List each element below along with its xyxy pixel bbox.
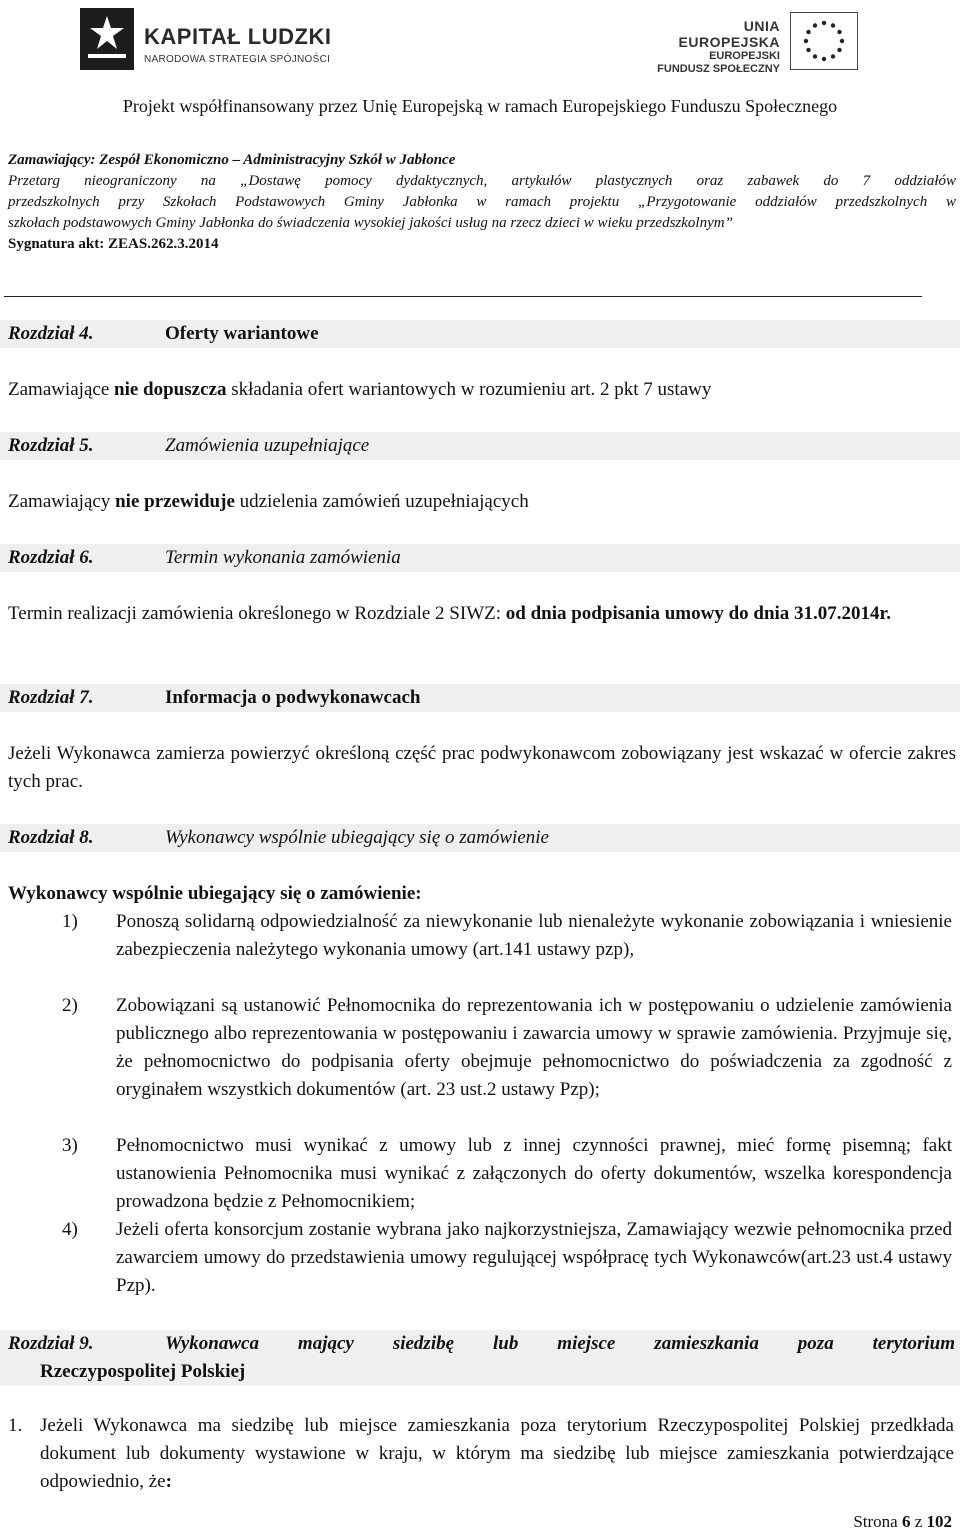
- chapter-title-line-1: Wykonawca mający siedzibę lub miejsce zamieszkania poza terytorium: [165, 1333, 955, 1354]
- chapter-number: Rozdział 5.: [8, 435, 94, 456]
- chapter-number: Rozdział 7.: [8, 687, 94, 708]
- chapter-number: Rozdział 6.: [8, 547, 94, 568]
- text-run-bold: nie przewiduje: [115, 491, 235, 512]
- list-item-number: 1.: [8, 1415, 23, 1436]
- chapter-9-heading: [0, 1330, 960, 1386]
- kapital-ludzki-logo: [80, 8, 380, 78]
- list-item-text: Pełnomocnictwo musi wynikać z umowy lub z innej czynności prawnej, mieć formę pisemną; fakt ustanowienia Pełnomocnika musi wynikać z załączonych do oferty dokumentów, wszelka korespondencja prowadzona będzie z Pełnomocnikiem;: [116, 1135, 952, 1212]
- tender-line-3: szkołach podstawowych Gminy Jabłonka do świadczenia wysokiej jakości usług na rzecz dzieci w wieku przedszkolnym”: [8, 215, 733, 231]
- chapter-number: Rozdział 8.: [8, 827, 94, 848]
- text-run: udzielenia zamówień uzupełniających: [234, 491, 529, 512]
- list-item-text: Ponoszą solidarną odpowiedzialność za niewykonanie lub nienależyte wykonanie zobowiązania i wniesienie zabezpieczenia należytego wykonania umowy (art.141 ustawy pzp),: [116, 911, 952, 960]
- list-item-number: 3): [62, 1135, 78, 1156]
- chapter-5-text: [8, 488, 956, 516]
- chapter-number: Rozdział 4.: [8, 323, 94, 344]
- chapter-7-text: Jeżeli Wykonawca zamierza powierzyć określoną część prac podwykonawcom zobowiązany jest wskazać w ofercie zakres tych prac.: [8, 743, 956, 792]
- list-item-number: 2): [62, 995, 78, 1016]
- kapital-ludzki-title: KAPITAŁ LUDZKI: [144, 24, 332, 49]
- list-item-text: Jeżeli oferta konsorcjum zostanie wybrana jako najkorzystniejsza, Zamawiający wezwie pełnomocnika przed zawarciem umowy do przedstawienia umowy regulującej współpracę tych Wykonawców(art.23 ust.4 ustawy Pzp).: [116, 1219, 952, 1296]
- text-run: Zamawiające: [8, 379, 115, 400]
- list-item-text: [40, 1412, 954, 1496]
- chapter-title: Zamówienia uzupełniające: [165, 435, 370, 456]
- chapter-8-heading: [0, 824, 960, 852]
- chapter-number: Rozdział 9.: [8, 1333, 94, 1354]
- chapter-8-lead: Wykonawcy wspólnie ubiegający się o zamówienie:: [8, 883, 422, 904]
- text-run: Zamawiający: [8, 491, 116, 512]
- eu-line-3: FUNDUSZ SPOŁECZNY: [657, 63, 780, 75]
- tender-line-2: przedszkolnych przy Szkołach Podstawowych Gminy Jabłonka w ramach projektu „Przygotowanie oddziałów przedszkolnych w: [8, 194, 956, 210]
- chapter-6-heading: [0, 544, 960, 572]
- text-run: składania ofert wariantowych w rozumieniu art. 2 pkt 7 ustawy: [226, 379, 712, 400]
- kapital-ludzki-emblem-icon: [80, 8, 134, 70]
- list-item-text: Zobowiązani są ustanowić Pełnomocnika do reprezentowania ich w postępowaniu o udzielenie zamówienia publicznego albo reprezentowania w postępowaniu i zawarcia umowy w sprawie zamówienia. Przyjmuje się, że pełnomocnictwo do podpisania oferty obejmuje pełnomocnictwo do poświadczenia za zgodność z oryginałem wszystkich dokumentów (art. 23 ust.2 ustawy Pzp);: [116, 995, 952, 1100]
- chapter-6-text: [8, 600, 956, 628]
- list-item-number: 4): [62, 1219, 78, 1240]
- chapter-title: Informacja o podwykonawcach: [165, 687, 421, 708]
- signature-line: Sygnatura akt: ZEAS.262.3.2014: [8, 236, 219, 252]
- chapter-title: Wykonawcy wspólnie ubiegający się o zamówienie: [165, 827, 549, 848]
- chapter-8-list: [0, 908, 960, 1308]
- eu-logo-text: [640, 18, 780, 76]
- chapter-title-line-2: Rzeczypospolitej Polskiej: [40, 1361, 246, 1382]
- list-item-number: 1): [62, 911, 78, 932]
- chapter-title: Termin wykonania zamówienia: [165, 547, 401, 568]
- tender-meta: [8, 150, 956, 255]
- text-run-bold: :: [165, 1471, 172, 1492]
- current-page: 6: [901, 1512, 911, 1531]
- chapter-4-text: [8, 376, 956, 404]
- tender-line-1: Przetarg nieograniczony na „Dostawę pomocy dydaktycznych, artykułów plastycznych oraz zabawek do 7 oddziałów: [8, 173, 956, 189]
- chapter-4-heading: [0, 320, 960, 348]
- eu-line-2: EUROPEJSKI: [709, 50, 780, 62]
- text-run: Termin realizacji zamówienia określonego w Rozdziale 2 SIWZ:: [8, 603, 506, 624]
- page-number: [853, 1512, 952, 1532]
- header-divider: [4, 296, 922, 297]
- eu-flag-icon: [790, 12, 858, 70]
- text-run-bold: nie dopuszcza: [114, 379, 227, 400]
- eu-line-1: UNIA EUROPEJSKA: [678, 18, 780, 50]
- text-run-bold: od dnia podpisania umowy do dnia 31.07.2014r.: [505, 603, 891, 624]
- chapter-5-heading: [0, 432, 960, 460]
- chapter-title: Oferty wariantowe: [165, 323, 319, 344]
- text-run: Jeżeli Wykonawca ma siedzibę lub miejsce zamieszkania poza terytorium Rzeczypospolitej Polskiej przedkłada dokument lub dokumenty wystawione w kraju, w którym ma siedzibę lub miejsce zamieszkania potwierdzające odpowiednio, że: [40, 1415, 954, 1492]
- text-run: Strona: [853, 1512, 902, 1531]
- total-pages: 102: [926, 1512, 952, 1531]
- orderer-line: Zamawiający: Zespół Ekonomiczno – Administracyjny Szkół w Jabłonce: [8, 152, 456, 168]
- cofunding-note: Projekt współfinansowany przez Unię Europejską w ramach Europejskiego Funduszu Społecznego: [122, 96, 838, 116]
- chapter-7-heading: [0, 684, 960, 712]
- kapital-ludzki-subtitle: NARODOWA STRATEGIA SPÓJNOŚCI: [144, 54, 331, 65]
- text-run: z: [910, 1512, 927, 1531]
